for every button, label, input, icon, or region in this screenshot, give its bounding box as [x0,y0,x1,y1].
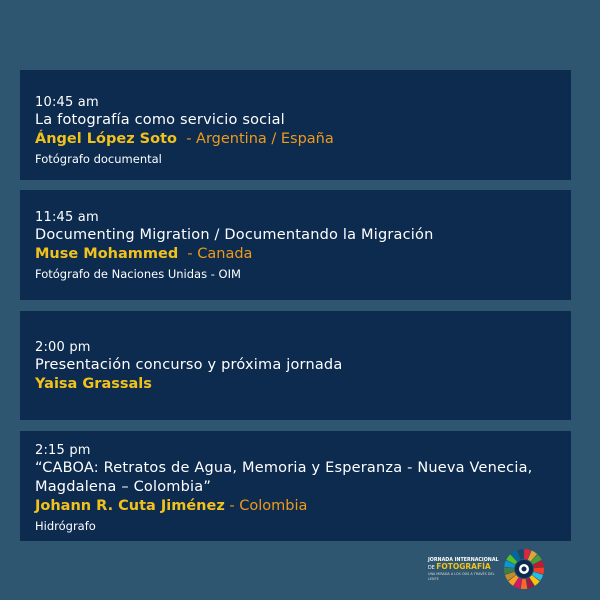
speaker-line [35,130,571,149]
speaker-line [35,245,571,264]
session-card-1 [20,70,571,180]
speaker-separator: - [224,498,240,514]
event-logo [428,546,578,592]
speaker-line [35,497,571,516]
logo-line-1: JORNADA INTERNACIONAL [428,558,499,563]
session-title: La fotografía como servicio social [35,112,285,128]
session-card-4 [20,431,571,541]
logo-text [428,558,504,582]
camera-lens-core-icon [522,567,527,572]
session-time: 2:15 pm [35,443,91,458]
logo-line-2 [428,564,504,572]
speaker-name: Johann R. Cuta Jiménez [35,498,225,514]
speaker-role: Fotógrafo documental [35,152,162,166]
session-time: 10:45 am [35,95,99,110]
logo-line-3: UNA MIRADA A LOS ODS A TRAVÉS DEL LENTE [428,572,495,581]
session-time: 2:00 pm [35,340,91,355]
speaker-country: Argentina / España [196,131,334,147]
logo-line-2-highlight: FOTOGRAFÍA [436,562,491,571]
speaker-line [35,375,571,394]
speaker-separator: - [176,131,197,147]
session-title: Presentación concurso y próxima jornada [35,357,343,373]
session-card-2 [20,190,571,300]
speaker-name: Yaisa Grassals [35,376,152,392]
speaker-country: Canada [197,246,253,262]
logo-line-2-prefix: DE [428,566,437,571]
speaker-role: Fotógrafo de Naciones Unidas - OIM [35,267,241,281]
speaker-separator: - [178,246,198,262]
session-title-line-2: Magdalena – Colombia” [35,479,212,495]
speaker-name: Muse Mohammed [35,246,179,262]
session-card-3 [20,311,571,420]
sdg-wheel-icon [503,548,545,590]
sdg-wheel-segment [521,579,528,589]
session-title-line-1: “CABOA: Retratos de Agua, Memoria y Esperanza - Nueva Venecia, [35,460,533,476]
session-time: 11:45 am [35,210,99,225]
speaker-country: Colombia [239,498,308,514]
speaker-name: Ángel López Soto [35,131,177,147]
speaker-role: Hidrógrafo [35,519,96,533]
session-title: Documenting Migration / Documentando la Migración [35,227,434,243]
